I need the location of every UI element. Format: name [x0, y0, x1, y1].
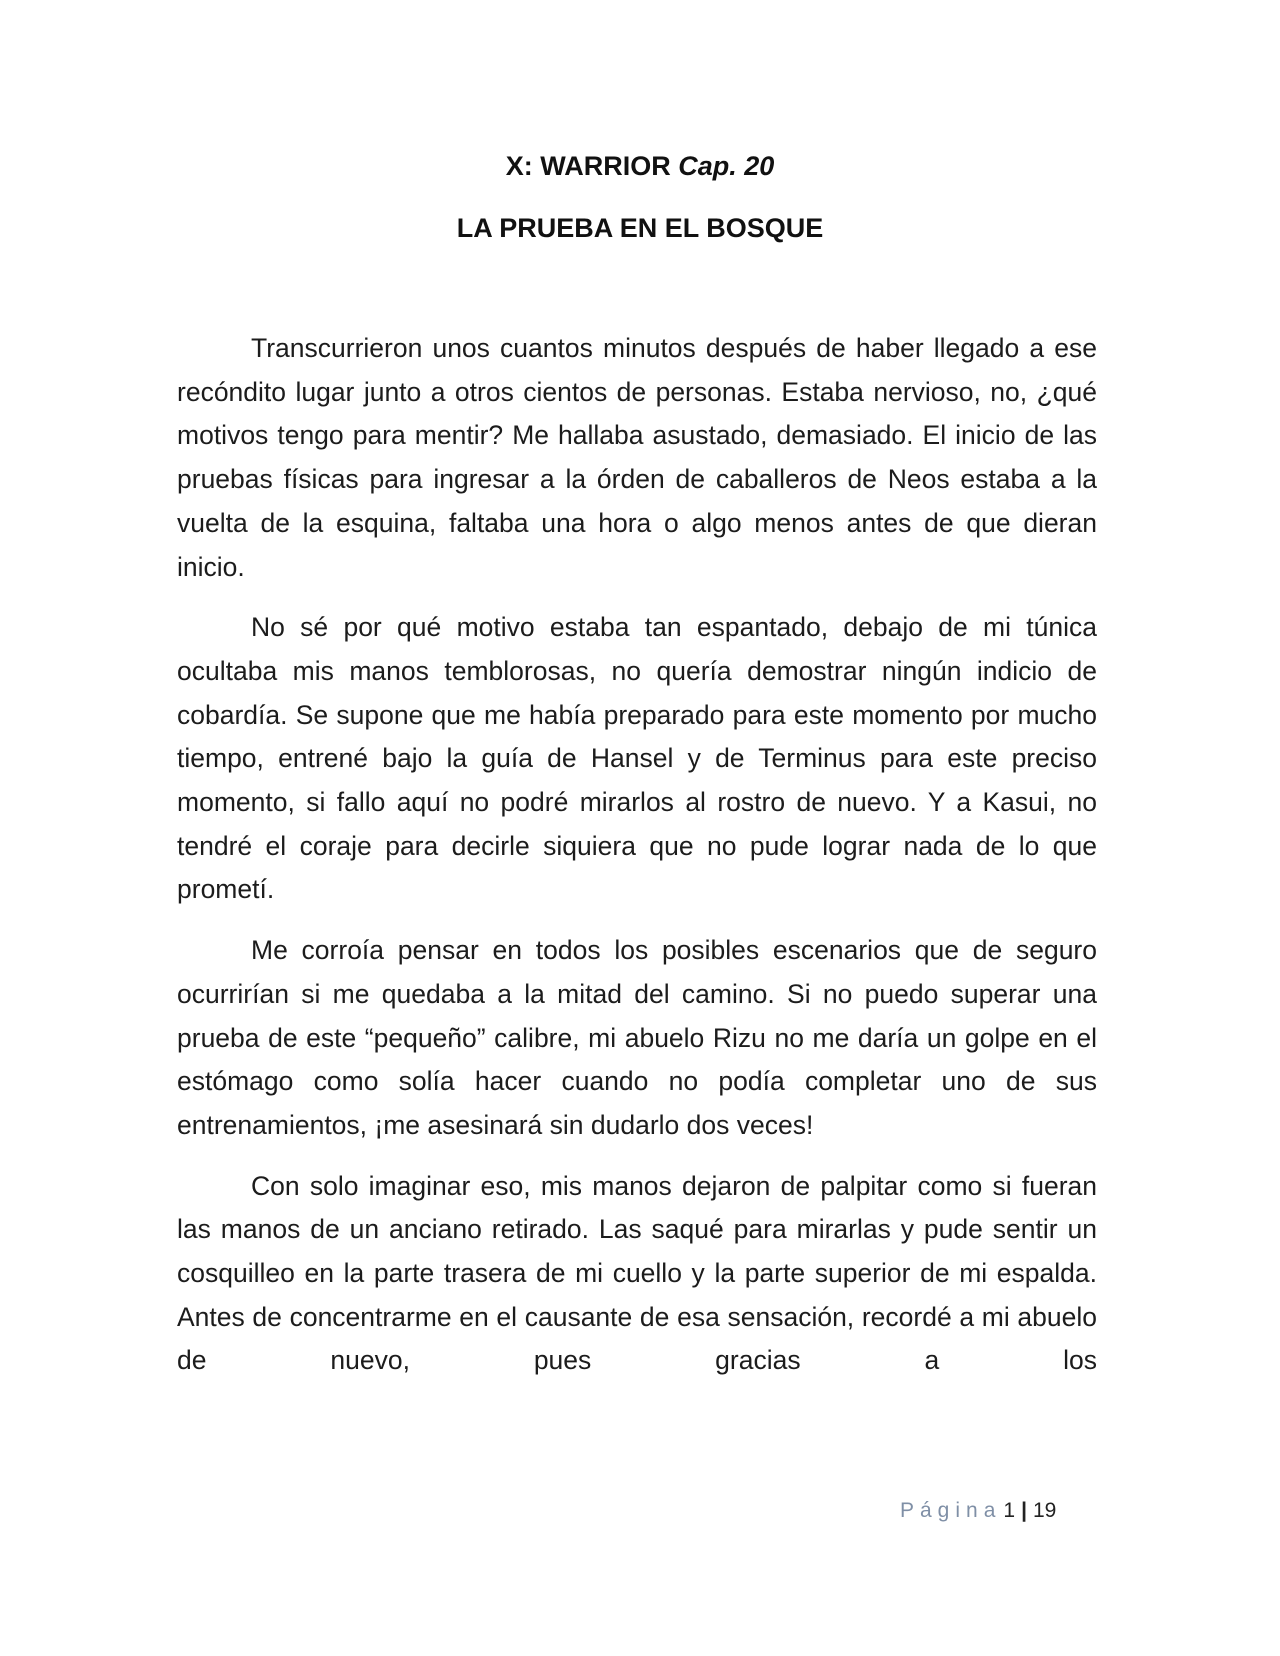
- page-footer: [900, 1498, 1056, 1524]
- page-separator: |: [1021, 1499, 1027, 1522]
- chapter-title-main: X: WARRIOR: [505, 151, 671, 181]
- paragraph-1: Transcurrieron unos cuantos minutos después de haber llegado a ese recóndito lugar junto a otros cientos de personas. Estaba nervioso, no, ¿qué motivos tengo para mentir? Me hallaba asustado, demasiado. El inicio de las pruebas físicas para ingresar a la órden de caballeros de Neos estaba a la vuelta de la esquina, faltaba una hora o algo menos antes de que dieran inicio.: [177, 333, 1097, 582]
- chapter-title: [0, 148, 1280, 184]
- chapter-subtitle: LA PRUEBA EN EL BOSQUE: [456, 213, 824, 243]
- body-text: [177, 327, 1097, 1400]
- paragraph-2: No sé por qué motivo estaba tan espantado, debajo de mi túnica ocultaba mis manos temblorosas, no quería demostrar ningún indicio de cobardía. Se supone que me había preparado para este momento por mucho tiempo, entrené bajo la guía de Hansel y de Terminus para este preciso momento, si fallo aquí no podré mirarlos al rostro de nuevo. Y a Kasui, no tendré el coraje para decirle siquiera que no pude lograr nada de lo que prometí.: [177, 612, 1097, 905]
- total-pages: 19: [1032, 1499, 1057, 1522]
- page-number: 1: [1003, 1499, 1016, 1522]
- paragraph-4: Con solo imaginar eso, mis manos dejaron de palpitar como si fueran las manos de un anciano retirado. Las saqué para mirarlas y pude sentir un cosquilleo en la parte trasera de mi cuello y la parte superior de mi espalda. Antes de concentrarme en el causante de esa sensación, recordé a mi abuelo de nuevo, pues gracias a los: [177, 1170, 1097, 1376]
- paragraph-3: Me corroía pensar en todos los posibles escenarios que de seguro ocurrirían si me quedaba a la mitad del camino. Si no puedo superar una prueba de este “pequeño” calibre, mi abuelo Rizu no me daría un golpe en el estómago como solía hacer cuando no podía completar uno de sus entrenamientos, ¡me asesinará sin dudarlo dos veces!: [177, 935, 1097, 1140]
- chapter-number: Cap. 20: [678, 151, 775, 181]
- page-word: Página: [900, 1499, 1002, 1522]
